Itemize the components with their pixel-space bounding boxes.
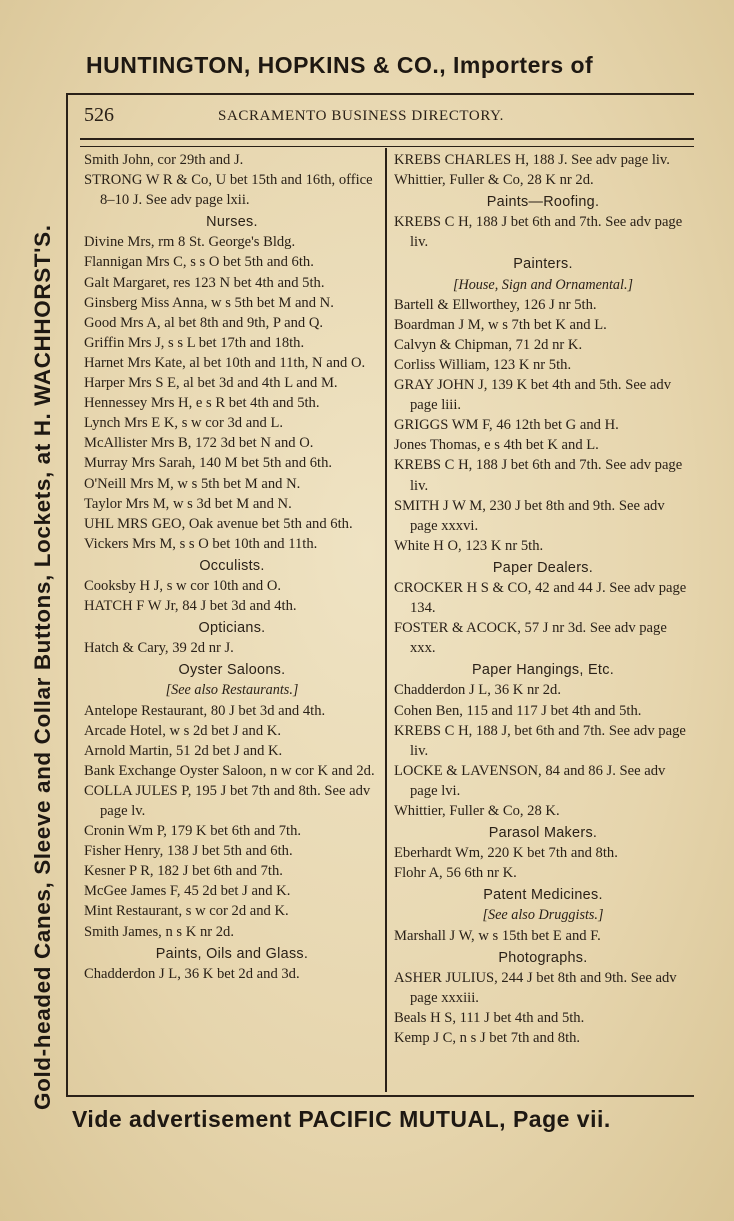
- directory-entry: Kesner P R, 182 J bet 6th and 7th.: [84, 863, 283, 880]
- directory-entry: KREBS C H, 188 J bet 6th and 7th. See adv page liv.: [394, 214, 683, 251]
- directory-entry: UHL MRS GEO, Oak avenue bet 5th and 6th.: [84, 515, 353, 532]
- directory-entry: Smith John, cor 29th and J.: [84, 152, 244, 168]
- cross-reference-note: [House, Sign and Ornamental.]: [452, 276, 634, 293]
- directory-entry: Griffin Mrs J, s s L bet 17th and 18th.: [84, 334, 305, 351]
- directory-entry: Whittier, Fuller & Co, 28 K.: [394, 803, 560, 819]
- section-heading: Nurses.: [206, 214, 258, 231]
- directory-entry: Murray Mrs Sarah, 140 M bet 5th and 6th.: [84, 455, 333, 472]
- directory-entry: Flohr A, 56 6th nr K.: [394, 865, 517, 882]
- directory-entry: Kemp J C, n s J bet 7th and 8th.: [394, 1030, 581, 1047]
- frame-bottom-rule: [66, 1095, 694, 1097]
- directory-entry: Beals H S, 111 J bet 4th and 5th.: [394, 1009, 585, 1026]
- directory-entry: FOSTER & ACOCK, 57 J nr 3d. See adv page xxx.: [394, 620, 667, 657]
- directory-entry: Arcade Hotel, w s 2d bet J and K.: [84, 722, 281, 739]
- section-heading: Patent Medicines.: [483, 887, 603, 904]
- directory-entry: HATCH F W Jr, 84 J bet 3d and 4th.: [84, 598, 297, 615]
- directory-entry: Hatch & Cary, 39 2d nr J.: [84, 640, 234, 657]
- directory-entry: Flannigan Mrs C, s s O bet 5th and 6th.: [84, 254, 314, 271]
- left-column: [84, 150, 380, 984]
- directory-entry: GRAY JOHN J, 139 K bet 4th and 5th. See adv page liii.: [394, 377, 671, 414]
- directory-entry: KREBS C H, 188 J bet 6th and 7th. See adv page liv.: [394, 457, 683, 494]
- directory-entry: Bartell & Ellworthey, 126 J nr 5th.: [394, 296, 597, 313]
- section-heading: Photographs.: [498, 949, 588, 966]
- running-head: SACRAMENTO BUSINESS DIRECTORY.: [218, 108, 504, 124]
- top-advertisement-banner: HUNTINGTON, HOPKINS & CO., Importers of: [86, 52, 594, 78]
- directory-entry: O'Neill Mrs M, w s 5th bet M and N.: [84, 475, 301, 492]
- directory-entry: CROCKER H S & CO, 42 and 44 J. See adv page 134.: [394, 579, 687, 617]
- directory-entry: Lynch Mrs E K, s w cor 3d and L.: [84, 415, 284, 432]
- directory-entry: Boardman J M, w s 7th bet K and L.: [394, 316, 607, 333]
- directory-entry: SMITH J W M, 230 J bet 8th and 9th. See adv page xxxvi.: [394, 497, 665, 534]
- directory-entry: Galt Margaret, res 123 N bet 4th and 5th.: [84, 274, 325, 291]
- directory-entry: Corliss William, 123 K nr 5th.: [394, 356, 572, 373]
- section-heading: Oyster Saloons.: [178, 662, 286, 679]
- section-heading: Parasol Makers.: [488, 825, 598, 842]
- header-rule: [80, 138, 694, 140]
- directory-entry: Harper Mrs S E, al bet 3d and 4th L and M.: [84, 375, 338, 392]
- section-heading: Paints, Oils and Glass.: [155, 945, 309, 962]
- directory-entry: Jones Thomas, e s 4th bet K and L.: [394, 437, 599, 454]
- directory-entry: Cohen Ben, 115 and 117 J bet 4th and 5th.: [394, 702, 642, 719]
- header-rule-thin: [80, 146, 694, 147]
- directory-entry: Ginsberg Miss Anna, w s 5th bet M and N.: [84, 294, 334, 311]
- side-advertisement-banner: Gold-headed Canes, Sleeve and Collar Buttons, Lockets, at H. WACHHORST'S.: [30, 224, 55, 1110]
- directory-entry: KREBS C H, 188 J, bet 6th and 7th. See adv page liv.: [394, 722, 686, 759]
- directory-entry: Hennessey Mrs H, e s R bet 4th and 5th.: [84, 395, 320, 412]
- directory-entry: LOCKE & LAVENSON, 84 and 86 J. See adv page lvi.: [394, 762, 666, 799]
- directory-entry: GRIGGS WM F, 46 12th bet G and H.: [394, 417, 619, 434]
- directory-entry: McAllister Mrs B, 172 3d bet N and O.: [84, 435, 314, 452]
- directory-entry: Fisher Henry, 138 J bet 5th and 6th.: [84, 843, 293, 860]
- directory-entry: Divine Mrs, rm 8 St. George's Bldg.: [84, 234, 296, 251]
- directory-entry: Harnet Mrs Kate, al bet 10th and 11th, N and O.: [84, 354, 366, 371]
- directory-entry: Calvyn & Chipman, 71 2d nr K.: [394, 336, 583, 353]
- section-heading: Paints—Roofing.: [486, 194, 600, 211]
- column-divider: [385, 148, 387, 1092]
- directory-entry: Vickers Mrs M, s s O bet 10th and 11th.: [84, 535, 318, 552]
- section-heading: Opticians.: [198, 620, 266, 637]
- section-heading: Paper Hangings, Etc.: [472, 662, 614, 679]
- section-heading: Paper Dealers.: [492, 559, 594, 576]
- directory-entry: Arnold Martin, 51 2d bet J and K.: [84, 742, 283, 759]
- directory-entry: Antelope Restaurant, 80 J bet 3d and 4th.: [84, 702, 326, 719]
- directory-entry: KREBS CHARLES H, 188 J. See adv page liv.: [394, 152, 670, 168]
- directory-entry: Whittier, Fuller & Co, 28 K nr 2d.: [394, 172, 594, 189]
- directory-entry: White H O, 123 K nr 5th.: [394, 537, 544, 554]
- frame-left-rule: [66, 93, 68, 1097]
- cross-reference-note: [See also Druggists.]: [482, 907, 604, 924]
- directory-entry: COLLA JULES P, 195 J bet 7th and 8th. See adv page lv.: [84, 782, 371, 819]
- directory-entry: Marshall J W, w s 15th bet E and F.: [394, 927, 601, 944]
- directory-entry: Chadderdon J L, 36 K bet 2d and 3d.: [84, 965, 300, 982]
- directory-entry: Taylor Mrs M, w s 3d bet M and N.: [84, 495, 292, 512]
- directory-entry: Good Mrs A, al bet 8th and 9th, P and Q.: [84, 314, 324, 331]
- directory-entry: Smith James, n s K nr 2d.: [84, 923, 234, 940]
- directory-entry: Mint Restaurant, s w cor 2d and K.: [84, 903, 289, 920]
- bottom-advertisement-banner: Vide advertisement PACIFIC MUTUAL, Page vii.: [72, 1106, 611, 1132]
- directory-entry: Cronin Wm P, 179 K bet 6th and 7th.: [84, 823, 302, 840]
- section-heading: Occulists.: [199, 557, 265, 574]
- directory-entry: Chadderdon J L, 36 K nr 2d.: [394, 682, 561, 699]
- section-heading: Painters.: [513, 256, 573, 273]
- right-column: [394, 150, 692, 1048]
- directory-entry: Bank Exchange Oyster Saloon, n w cor K and 2d.: [84, 762, 375, 779]
- page-number: 526: [84, 104, 114, 126]
- cross-reference-note: [See also Restaurants.]: [165, 682, 299, 699]
- directory-entry: ASHER JULIUS, 244 J bet 8th and 9th. See adv page xxxiii.: [394, 969, 677, 1006]
- directory-entry: Cooksby H J, s w cor 10th and O.: [84, 577, 282, 594]
- directory-entry: McGee James F, 45 2d bet J and K.: [84, 883, 291, 900]
- directory-entry: Eberhardt Wm, 220 K bet 7th and 8th.: [394, 845, 618, 862]
- frame-top-rule: [66, 93, 694, 95]
- directory-entry: STRONG W R & Co, U bet 15th and 16th, office 8–10 J. See adv page lxii.: [84, 172, 373, 209]
